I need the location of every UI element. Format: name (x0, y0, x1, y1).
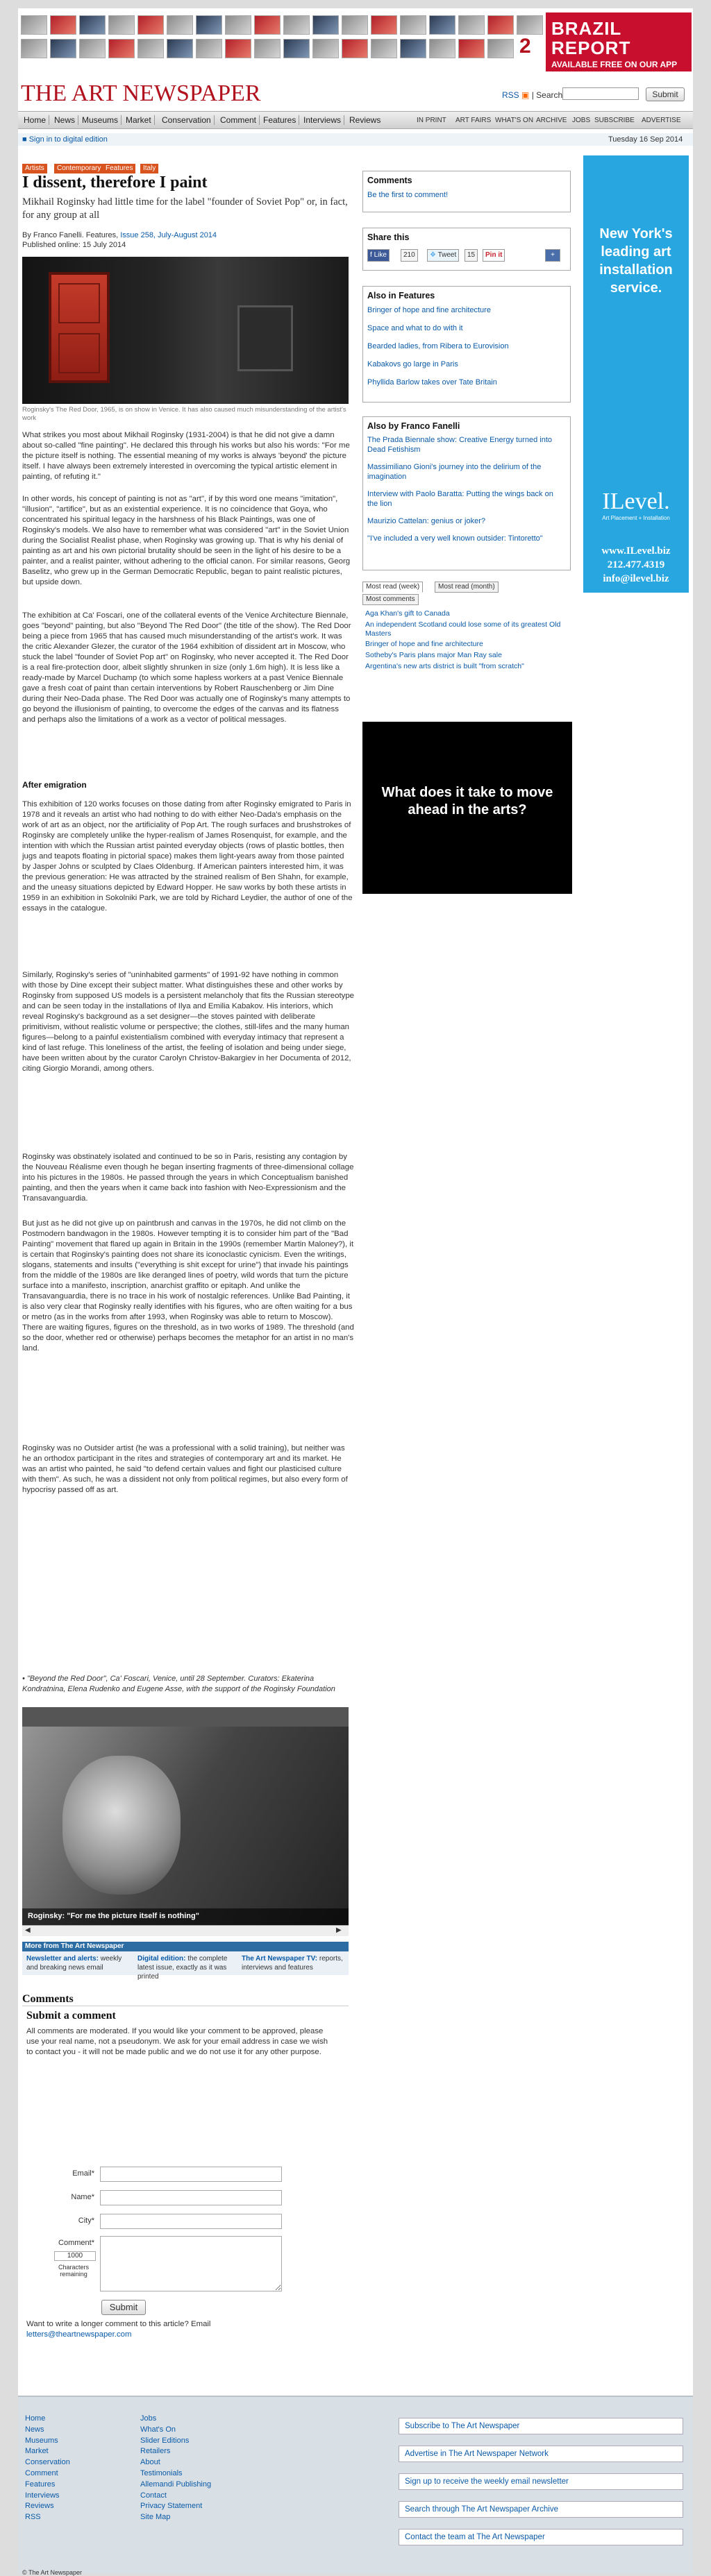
thumb-ad[interactable] (371, 15, 397, 35)
comments-box-title: Comments (367, 176, 412, 185)
signin-link[interactable] (22, 135, 108, 144)
nav-market[interactable]: Market (123, 115, 155, 125)
article-subhead: After emigration (22, 780, 87, 790)
prev-icon[interactable]: ◀ (25, 1926, 31, 1934)
top-ad-strip (18, 8, 693, 75)
comment-policy: All comments are moderated. If you would like your comment to be approved, please use your real name, not a pseudonym. We ask for your email address in case we wish to contact you - it will not be made public and we do not use it for any other purpose. (26, 2027, 328, 2056)
share-title: Share this (367, 232, 410, 242)
thumb-ad[interactable] (137, 15, 164, 35)
article-paragraph: The exhibition at Ca' Foscari, one of the collateral events of the Venice Architecture Biennale, goes "beyond" painting, but also "Beyond The Red Door" (the title of the show). The Red Door being a piece from 1965 that has caused much misunderstanding of the artist's work. It was the critic Alexander Glezer, the curator of the 1964 exhibition of dissident art in Moscow, who stuck the label "founder of Soviet Pop art" on Roginsky, who never accepted it. The Red Door is a real fire-protection door, albeit slightly shrunken in size (only 1.6m high). It is less like a ready-made by Marcel Duchamp (to which some hapless workers at a past Venice Biennale gave a fresh coat of paint than certain interventions by Robert Rauschenberg or Jim Dine during their Neo-Dada phase. The Red Door was actually one of Roginsky's many attempts to go beyond the illusionism of painting, to overcome the edges of the canvas and its flatness and perhaps also the limitations of a work as a vector of political messages. (22, 611, 351, 724)
thumb-ad[interactable] (283, 15, 310, 35)
related-link[interactable]: Phyllida Barlow takes over Tate Britain (367, 378, 497, 387)
subnav-advertise[interactable]: ADVERTISE (642, 117, 681, 124)
footer-links-col1 (25, 2414, 70, 2523)
promo-title[interactable]: Digital edition: (137, 1955, 186, 1963)
ilevel-url: www.ILevel.biz (601, 545, 671, 557)
related-link[interactable]: Bearded ladies, from Ribera to Eurovision (367, 342, 509, 350)
issue-link[interactable]: Issue 258, July-August 2014 (120, 231, 217, 239)
rss-link[interactable]: RSS (502, 90, 519, 100)
nav-comment[interactable]: Comment (217, 115, 260, 125)
slide-caption: Roginsky: "For me the picture itself is nothing" (22, 1908, 349, 1925)
article-paragraph: What strikes you most about Mikhail Roginsky (1931-2004) is that he did not give a damn about so-called "fine painting". He declared this through his works but also his words: "For me the picture itself is nothing. The essential meaning of my works is always 'beyond' the picture itself. I have always been extremely interested in overcoming the typical artistic element in painting, of refuting it." (22, 431, 350, 481)
twitter-icon: ❖ (430, 251, 436, 259)
thumb-ad[interactable] (312, 39, 339, 58)
author-link[interactable]: Massimiliano Gioni's journey into the delirium of the imagination (367, 463, 542, 481)
thumb-ad[interactable] (196, 39, 222, 58)
ad-subtitle: AVAILABLE FREE ON OUR APP (551, 60, 678, 69)
page (18, 8, 693, 2574)
article-headline: I dissent, therefore I paint (22, 173, 208, 192)
subnav-whats-on[interactable]: WHAT'S ON (495, 117, 534, 124)
tag-italy[interactable]: Italy (140, 164, 158, 173)
footer-link[interactable]: Allemandi Publishing (140, 2480, 212, 2489)
ilevel-contact (583, 544, 689, 586)
thumb-ad[interactable] (400, 39, 426, 58)
promo-text: weekly and breaking news email (26, 1955, 122, 1972)
article-paragraph: In other words, his concept of painting is not as "art", if by this word one means "imitation", "illusion", "artifice", but as an existential experience. It is no coincidence that Goya, who concentrated his spiritual legacy in the harshness of his Black Paintings, was one of Roginsky's models. We also have to remember what was considered "art" in the Soviet Union during the Socialist Realist phase, when Roginsky was growing up. That is why his denial of painting as art and his own pictorial brutality should be seen in the light of his desire to be a painter, and a realist painter, without adhering to the official canon. For similar reasons, Georg Baselitz, who grew up in the German Democratic Republic, began to paint realistic pictures, but upside down. (22, 495, 351, 586)
red-door-image (49, 272, 110, 383)
article-paragraph: Roginsky was obstinately isolated and continued to be so in Paris, resisting any contagion by the Nouveau Réalisme even though he began inserting fragments of three-dimensional collage into his pictures in the 1980s. He passed through the years in which Conceptualism banished painting, and then the years when it came back into fashion with Neo-Expressionism and the Transavanguardia. (22, 1153, 354, 1203)
footer-links-col2 (140, 2414, 211, 2523)
promo-title[interactable]: The Art Newspaper TV: (242, 1955, 318, 1963)
like-label: Like (374, 251, 387, 259)
most-read-link[interactable]: An independent Scotland could lose some of its greatest Old Masters (365, 620, 561, 638)
footer-link[interactable]: RSS (25, 2513, 41, 2522)
nav-museums[interactable]: Museums (79, 115, 122, 125)
comment-textarea[interactable] (100, 2236, 282, 2291)
author-link[interactable]: The Prada Biennale show: Creative Energy turned into Dead Fetishism (367, 436, 552, 454)
thumb-ad[interactable] (458, 15, 485, 35)
thumb-ad[interactable] (371, 39, 397, 58)
thumb-ad[interactable] (342, 15, 368, 35)
thumb-ad[interactable] (458, 39, 485, 58)
footer-link[interactable]: Conservation (25, 2458, 70, 2467)
thumb-ad[interactable] (400, 15, 426, 35)
footer-link[interactable]: Privacy Statement (140, 2502, 203, 2511)
facebook-like-button[interactable]: f Like (367, 249, 390, 262)
article-standfirst: Mikhail Roginsky had little time for the label "founder of Soviet Pop" or, in fact, for any group at all (22, 196, 348, 221)
nav-home[interactable]: Home (21, 115, 49, 125)
thumb-ad[interactable] (21, 39, 47, 58)
image-slideshow[interactable] (22, 1707, 349, 1936)
ad-title: REPORT (551, 37, 631, 58)
submit-comment-heading: Submit a comment (26, 2010, 116, 2022)
footer-link[interactable]: Contact (140, 2491, 167, 2500)
thumb-badge: 2 (519, 35, 531, 58)
city-label: City* (78, 2217, 94, 2225)
tag-contemporary[interactable]: Contemporary (54, 164, 103, 173)
thumb-ad[interactable] (167, 39, 193, 58)
skyscraper-headline: New York's leading art installation service. (599, 226, 673, 296)
footer-link[interactable]: Testimonials (140, 2468, 183, 2477)
newsletter-promo[interactable] (26, 1954, 131, 1972)
also-author-title: Also by Franco Fanelli (367, 421, 460, 431)
related-link[interactable]: Space and what to do with it (367, 324, 463, 332)
name-field[interactable] (100, 2190, 282, 2205)
thumb-ad[interactable] (79, 39, 106, 58)
copyright: © The Art Newspaper (22, 2569, 83, 2576)
footer-link[interactable]: Market (25, 2447, 49, 2456)
longer-comment-text: Want to write a longer comment to this article? Email (26, 2320, 211, 2328)
comments-box (362, 171, 571, 212)
thumb-ad[interactable] (429, 39, 455, 58)
footer-link[interactable]: Retailers (140, 2447, 171, 2456)
thumb-ad[interactable] (225, 39, 251, 58)
thumb-ad[interactable] (167, 15, 193, 35)
comments-heading: Comments (22, 1993, 349, 2006)
thumb-ad[interactable] (487, 39, 514, 58)
thumb-ad[interactable] (487, 15, 514, 35)
thumb-ad[interactable] (79, 15, 106, 35)
footer-link[interactable]: Site Map (140, 2513, 171, 2522)
signin-label[interactable]: Sign in to digital edition (28, 135, 108, 144)
like-count: 210 (401, 249, 418, 262)
promo-text: reports, interviews and features (242, 1955, 343, 1972)
tab-most-comments[interactable]: Most comments (362, 594, 419, 605)
thumb-ad[interactable] (225, 15, 251, 35)
city-field[interactable] (100, 2214, 282, 2229)
author-link[interactable]: "I've included a very well known outsider: Tintoretto" (367, 534, 543, 543)
thumb-ad[interactable] (254, 15, 281, 35)
tweet-label: Tweet (437, 251, 457, 259)
footer-link[interactable]: Home (25, 2414, 46, 2423)
nav-news[interactable]: News (51, 115, 78, 125)
nav-features[interactable]: Features (260, 115, 299, 125)
tweet-count: 15 (465, 249, 478, 262)
author-link[interactable]: Interview with Paolo Baratta: Putting the wings back on the lion (367, 490, 553, 508)
gallery-frame-image (237, 305, 293, 371)
archive-search-button[interactable]: Search through The Art Newspaper Archive (399, 2501, 683, 2518)
letters-email-link[interactable]: letters@theartnewspaper.com (26, 2330, 132, 2339)
search-submit-button[interactable]: Submit (646, 87, 685, 101)
tv-promo[interactable] (242, 1954, 346, 1972)
thumb-ad[interactable] (254, 39, 281, 58)
site-logo[interactable]: THE ART NEWSPAPER (21, 80, 261, 106)
image-caption: Roginsky's The Red Door, 1965, is on show in Venice. It has also caused much misunderstanding of the artist's work (22, 406, 346, 422)
thumb-ad[interactable] (108, 39, 135, 58)
article-paragraph: This exhibition of 120 works focuses on those dating from after Roginsky emigrated to Paris in 1978 and it reveals an artist who had nothing to do with either Neo-Dada's emphasis on the work of art as an object, nor the artificiality of Pop Art. The rough surfaces and brushstrokes of Roginsky are completely unlike the hyper-realism of James Rosenquist, for example, and the intention with which the Russian artist painted everyday objects (rows of plastic bottles, then jugs and teapots floating in pictorial space) makes them light-years away from those painted by Jasper Johns or sculpted by Claes Oldenburg. If American painters interested him, it was the previous generation: He was attracted by the strained realism of Ben Shahn, for example, and the uneasy situations depicted by Edward Hopper. He saw works by both these artists in 1959 in an exhibition in Sokolniki Park, we are told by Richard Leydier, the author of one of the essays in the catalogue. (22, 800, 353, 913)
footer-link[interactable]: Slider Editions (140, 2436, 190, 2445)
advertise-button[interactable]: Advertise in The Art Newspaper Network (399, 2446, 683, 2462)
search-input[interactable] (562, 87, 639, 100)
search-label: Search (536, 90, 563, 100)
slideshow-thumbs[interactable] (22, 1707, 349, 1727)
subscribe-button[interactable]: Subscribe to The Art Newspaper (399, 2418, 683, 2434)
nav-conservation[interactable]: Conservation (159, 115, 215, 125)
exhibition-footnote: • "Beyond the Red Door", Ca' Foscari, Venice, until 28 September. Curators: Ekaterina Kondratnina, Elena Rudenko and Eugene Asse, with the support of the Roginsky Foundation (22, 1675, 335, 1693)
also-features-title: Also in Features (367, 291, 435, 300)
published-date: Published online: 15 July 2014 (22, 241, 126, 249)
promo-title[interactable]: Newsletter and alerts: (26, 1955, 99, 1963)
share-box (362, 228, 571, 271)
subnav-jobs[interactable]: JOBS (572, 117, 591, 124)
author-link[interactable]: Maurizio Cattelan: genius or joker? (367, 517, 485, 525)
also-by-author-box (362, 416, 571, 570)
nav-reviews[interactable]: Reviews (349, 115, 381, 125)
footer-link[interactable]: Comment (25, 2468, 58, 2477)
tag-features[interactable]: Features (103, 164, 135, 173)
most-read-link[interactable]: Argentina's new arts district is built "from scratch" (365, 662, 524, 670)
thumb-ad[interactable] (312, 15, 339, 35)
pinterest-button[interactable]: Pin it (483, 249, 505, 262)
subnav-art-fairs[interactable]: ART FAIRS (455, 117, 492, 124)
share-more-icon[interactable]: + (545, 249, 560, 262)
longer-comment-note (26, 2319, 332, 2340)
thumb-ad[interactable] (108, 15, 135, 35)
submit-comment-button[interactable]: Submit (101, 2300, 146, 2315)
footer-link[interactable]: News (25, 2425, 44, 2434)
digital-edition-promo[interactable] (137, 1954, 242, 1981)
contact-team-button[interactable]: Contact the team at The Art Newspaper (399, 2529, 683, 2545)
thumb-ad[interactable] (342, 39, 368, 58)
subnav-in-print[interactable]: IN PRINT (417, 117, 446, 124)
also-in-features-box (362, 286, 571, 402)
promo-text: the complete latest issue, exactly as it was printed (137, 1955, 228, 1981)
subnav-archive[interactable]: ARCHIVE (536, 117, 567, 124)
brazil-report-ad[interactable] (546, 12, 692, 71)
more-box-title: More from The Art Newspaper (22, 1942, 349, 1951)
ilevel-tagline: Art Placement + Installation (602, 515, 670, 521)
rss-icon[interactable]: ▣ (521, 90, 530, 100)
portrait-image (62, 1756, 181, 1895)
nav-interviews[interactable]: Interviews (301, 115, 344, 125)
thumb-ad[interactable] (21, 15, 47, 35)
comment-label: Comment* (58, 2239, 94, 2247)
footer-link[interactable]: About (140, 2458, 160, 2467)
thumb-ad[interactable] (196, 15, 222, 35)
email-field[interactable] (100, 2167, 282, 2182)
related-link[interactable]: Kabakovs go large in Paris (367, 360, 458, 368)
current-date: Tuesday 16 Sep 2014 (608, 135, 683, 144)
footer-link[interactable]: Jobs (140, 2414, 157, 2423)
thumb-ad[interactable] (50, 15, 76, 35)
article-paragraph: But just as he did not give up on paintbrush and canvas in the 1970s, he did not climb on the Postmodern bandwagon in the 1980s. However tempting it is to consider him part of the "Bad Painting" movement that flared up again in Britain in the 1990s (remember Martin Maloney?), it is certain that Roginsky's painting does not share its iconoclastic cynicism. Even the writings, slogans, statements and insults ("everything is shit except for urine") that invade his paintings from the middle of the 1980s are like deranged lines of poetry, wild words that turn the picture surface into a manifesto, inscription, anarchist graffito or epitaph. And unlike the Transavanguardia, there is no trace in his work of nostalgic references. Unlike Bad Painting, it is also very clear that Roginsky really identifies with his figures, who are often waiting for a bus or metro (as in the works from after 1993, when Roginsky was able to return to Moscow). There are waiting figures, figures on the threshold, as in two works of 1989. The threshold (and so the door, whether red or otherwise) perhaps becomes the metaphor for an artist in no man's land. (22, 1219, 354, 1353)
lock-icon: ■ (22, 135, 27, 144)
ilevel-phone: 212.477.4319 (607, 559, 665, 570)
first-comment-link[interactable]: Be the first to comment! (367, 191, 449, 199)
footer-link[interactable]: Museums (25, 2436, 58, 2445)
footer-link[interactable]: What's On (140, 2425, 176, 2434)
twitter-tweet-button[interactable] (427, 249, 459, 262)
thumb-ad[interactable] (283, 39, 310, 58)
ilevel-logo: ILevel. (602, 489, 670, 514)
footer-link[interactable]: Reviews (25, 2502, 54, 2511)
footer-link[interactable]: Interviews (25, 2491, 60, 2500)
footer-link[interactable]: Features (25, 2480, 56, 2489)
slideshow-controls[interactable] (22, 1925, 349, 1936)
article-image (22, 257, 349, 404)
article-paragraph: Roginsky was no Outsider artist (he was a professional with a solid training), but neither was he an orthodox participant in the rites and strategies of contemporary art and its market. He was an artist who painted, he said "to defend certain values and fight our plasticised culture with them". As such, he was a dissident not only from political regimes, but also every form of hypocrisy passed off as art. (22, 1444, 348, 1494)
related-link[interactable]: Bringer of hope and fine architecture (367, 306, 491, 314)
newsletter-signup-button[interactable]: Sign up to receive the weekly email newsletter (399, 2473, 683, 2490)
arts-advert[interactable]: What does it take to move ahead in the arts? (362, 722, 572, 894)
thumb-ad[interactable] (50, 39, 76, 58)
rss-search-label: RSS ▣ | Search (502, 90, 563, 100)
ilevel-skyscraper-ad[interactable] (583, 155, 689, 593)
sub-bar (18, 133, 693, 146)
tab-most-read-month[interactable]: Most read (month) (435, 582, 499, 593)
most-read-link[interactable]: Bringer of hope and fine architecture (365, 640, 483, 648)
most-read-link[interactable]: Aga Khan's gift to Canada (365, 609, 450, 618)
most-read-link[interactable]: Sotheby's Paris plans major Man Ray sale (365, 651, 502, 659)
tab-most-read-week[interactable]: Most read (week) (362, 582, 423, 593)
name-label: Name* (71, 2193, 94, 2201)
byline-text: By Franco Fanelli. Features, (22, 231, 119, 239)
ilevel-email: info@ilevel.biz (603, 573, 669, 584)
thumb-ad[interactable] (517, 15, 543, 35)
thumb-ad[interactable] (429, 15, 455, 35)
article-paragraph: Similarly, Roginsky's series of "uninhabited garments" of 1991-92 have nothing in common with those by Dine except their subject matter. What distinguishes these and other works by Roginsky from supposed US models is a persistent melancholy that fits the Russian stereotype and can be seen today in the installations of Ilya and Emilia Kabakov. His interiors, which reveal Roginsky's background as a set designer—the stoves painted with deliberate primitivism, without realistic volume or perspective; the clothes, still-lifes and the many human figures—belong to a painful existentialism combined with everyday intimacy that represent a kind of last refuge. This loneliness of the artist, the feeling of isolation and being under siege, have been written about by the curator Carolyn Christov-Bakargiev in her Documenta of 2012, citing Giorgio Morandi, among others. (22, 971, 355, 1073)
char-count-label: Characters remaining (58, 2264, 89, 2278)
ad-title: BRAZIL (551, 18, 622, 39)
more-from-box (22, 1942, 349, 1981)
char-count: 1000 (54, 2251, 96, 2261)
main-nav (18, 111, 693, 129)
email-label: Email* (72, 2169, 94, 2178)
tag-artists[interactable]: Artists (22, 164, 47, 173)
subnav-subscribe[interactable]: SUBSCRIBE (594, 117, 635, 124)
thumb-ad[interactable] (137, 39, 164, 58)
article-byline (22, 230, 349, 250)
next-icon[interactable]: ▶ (336, 1926, 342, 1934)
